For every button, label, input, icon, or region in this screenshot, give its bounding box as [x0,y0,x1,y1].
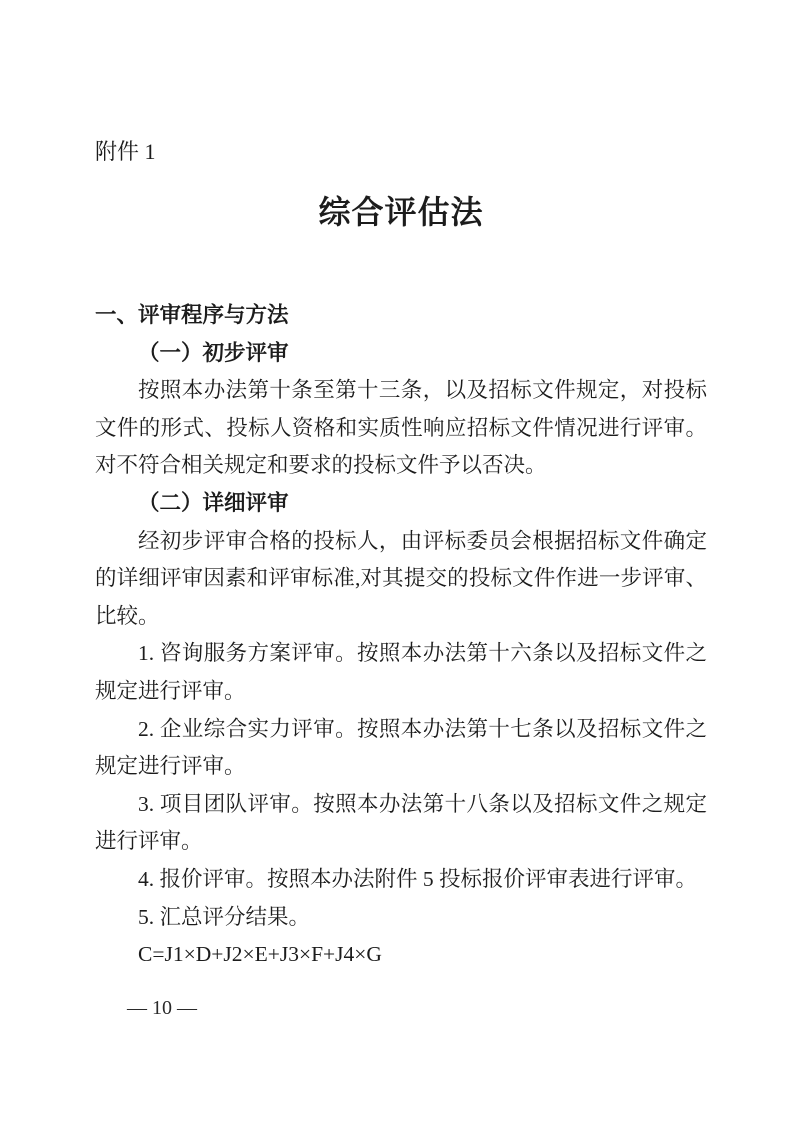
preliminary-review-heading: （一）初步评审 [138,340,289,365]
preliminary-review-paragraph: 按照本办法第十条至第十三条，以及招标文件规定，对投标文件的形式、投标人资格和实质性响应招标文件情况进行评审。对不符合相关规定和要求的投标文件予以否决。 [95,378,707,478]
document-body [95,297,707,974]
numbered-item-3: 3. 项目团队评审。按照本办法第十八条以及招标文件之规定进行评审。 [95,791,707,854]
numbered-item-5: 5. 汇总评分结果。 [138,904,311,929]
attachment-label: 附件 1 [95,139,156,164]
numbered-item-2: 2. 企业综合实力评审。按照本办法第十七条以及招标文件之规定进行评审。 [95,716,707,779]
document-title: 综合评估法 [318,193,484,230]
score-formula: C=J1×D+J2×E+J3×F+J4×G [138,942,382,967]
section-heading: 一、评审程序与方法 [95,303,289,328]
detailed-review-heading: （二）详细评审 [138,491,289,516]
detailed-review-paragraph: 经初步评审合格的投标人，由评标委员会根据招标文件确定的详细评审因素和评审标准,对其提交的投标文件作进一步评审、比较。 [95,528,707,628]
numbered-item-4: 4. 报价评审。按照本办法附件 5 投标报价评审表进行评审。 [138,867,698,891]
page-number: — 10 — [127,996,197,1019]
numbered-item-1: 1. 咨询服务方案评审。按照本办法第十六条以及招标文件之规定进行评审。 [95,641,707,704]
